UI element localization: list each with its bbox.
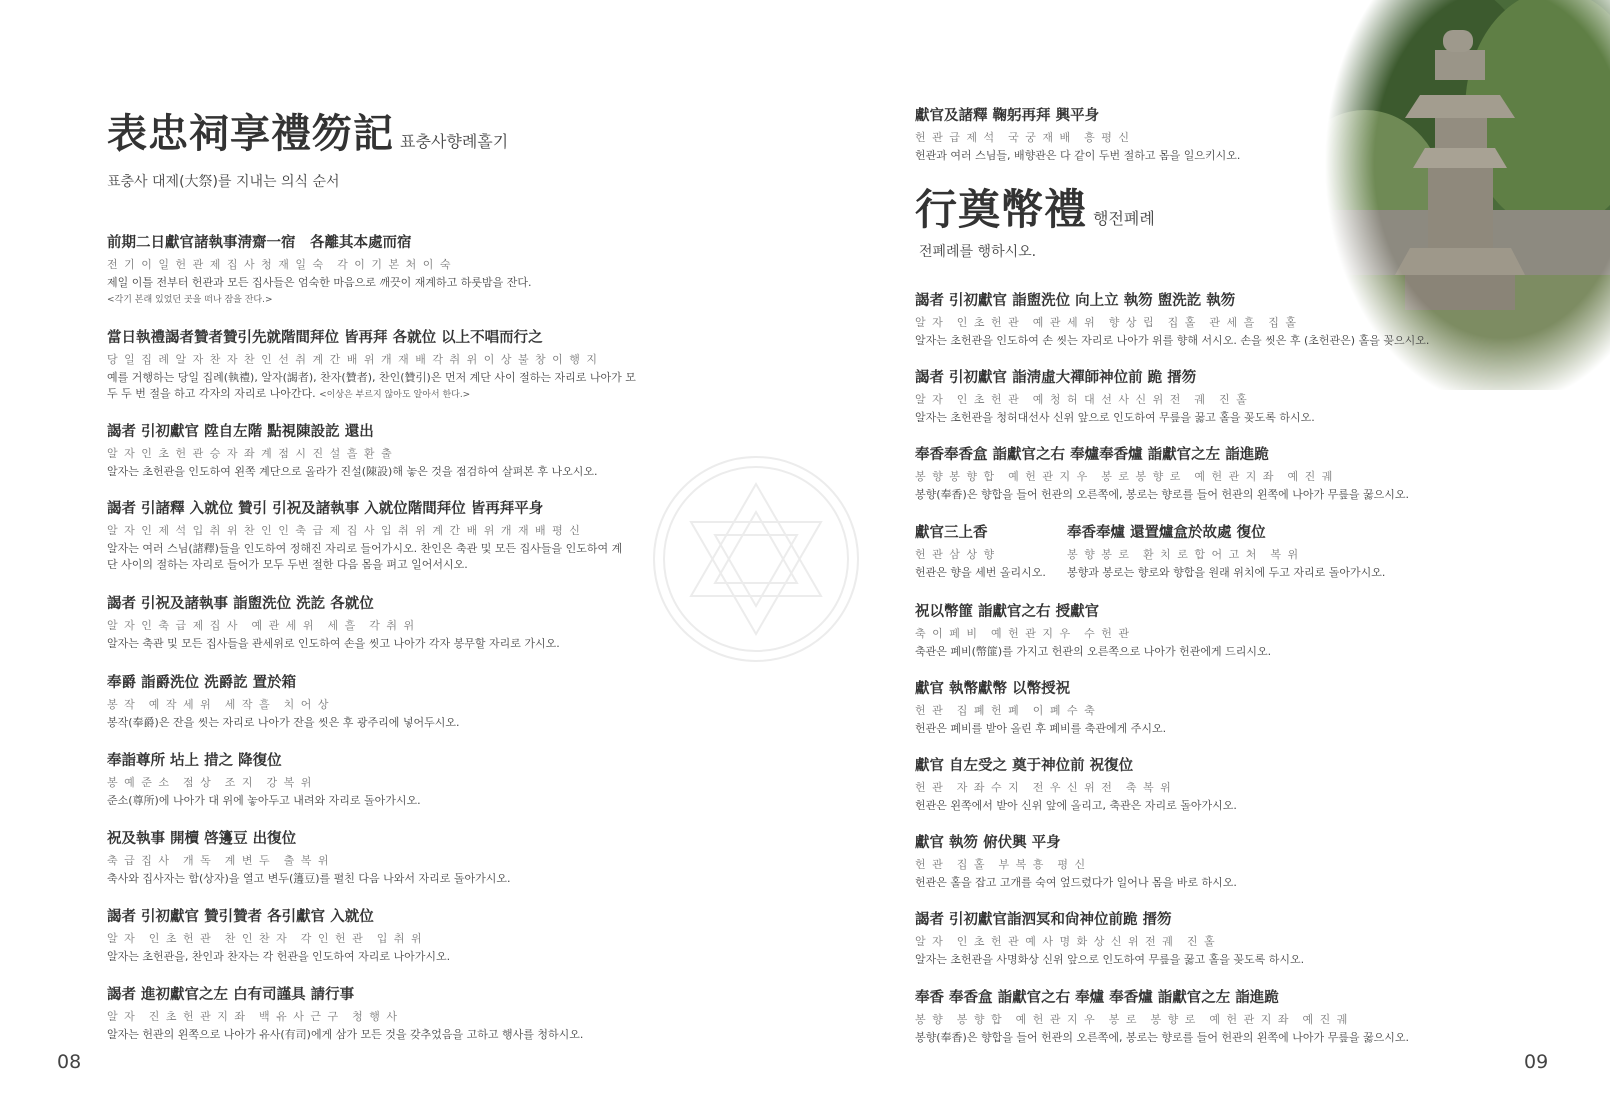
step-title: 謁者 進初獻官之左 白有司謹具 請行事 [107, 987, 355, 1003]
step-title: 謁者 引初獻官 陞自左階 點視陳設訖 還出 [107, 424, 374, 440]
step-title: 奉香奉爐 還置爐盒於故處 復位 [1067, 525, 1266, 541]
step-text: 알자는 축관 및 모든 집사들을 관세위로 인도하여 손을 씻고 나아가 각자 봉무할 자리로 가시오. [107, 637, 560, 650]
step-text: 축관은 폐비(幣篚)를 가지고 헌관의 오른쪽으로 나아가 헌관에게 드리시오. [915, 645, 1272, 658]
ritual-step [1067, 521, 1587, 581]
step-reading: 봉 예 준 소 점 상 조 지 강 복 위 [107, 776, 313, 789]
right-page [805, 0, 1610, 1119]
ritual-step [107, 231, 787, 305]
step-title: 當日執禮謁者贊者贊引先就階間拜位 皆再拜 各就位 以上不唱而行之 [107, 330, 543, 346]
step-reading: 헌 관 급 제 석 국 궁 재 배 흥 평 신 [915, 131, 1131, 144]
step-text: 헌관은 홀을 잡고 고개를 숙여 엎드렸다가 일어나 몸을 바로 하시오. [915, 876, 1237, 889]
step-text: 알자는 초헌관을 사명화상 신위 앞으로 인도하여 무릎을 꿇고 홀을 꽂도록 하시오. [915, 953, 1305, 966]
step-reading: 알 자 인 초 헌 관 예 청 허 대 선 사 신 위 전 궤 진 홀 [915, 393, 1249, 406]
right-title-block [915, 177, 1155, 261]
step-reading: 당 일 집 례 알 자 찬 자 찬 인 선 취 계 간 배 위 개 재 배 각 취 위 이 상 불 창 이 행 지 [107, 353, 599, 366]
step-text: 봉향과 봉로는 향로와 향합을 원래 위치에 두고 자리로 돌아가시오. [1067, 566, 1386, 579]
ritual-step [915, 104, 1595, 164]
step-title: 獻官 執笏 俯伏興 平身 [915, 835, 1061, 851]
step-title: 謁者 引初獻官 詣盥洗位 向上立 執笏 盥洗訖 執笏 [915, 293, 1236, 309]
ritual-step [107, 326, 637, 403]
step-text: 알자는 헌관의 왼쪽으로 나아가 유사(有司)에게 삼가 모든 것을 갖추었음을 고하고 행사를 청하시오. [107, 1028, 584, 1041]
step-text: 알자는 여러 스님(諸釋)들을 인도하여 정해진 자리로 들어가시오. 찬인은 축관 및 모든 집사들을 인도하여 계단 사이의 절하는 자리로 들어가 모두 두번 절한 다음 몸을 펴고 일어서시오. [107, 542, 623, 571]
ritual-step [915, 831, 1595, 891]
step-reading: 헌 관 집 홀 부 복 흥 평 신 [915, 858, 1087, 871]
step-title: 奉香 奉香盒 詣獻官之右 奉爐 奉香爐 詣獻官之左 詣進跪 [915, 990, 1279, 1006]
ritual-step [107, 497, 627, 573]
step-title: 獻官 自左受之 奠于神位前 祝復位 [915, 758, 1134, 774]
left-title-main: 表忠祠享禮笏記 [107, 111, 394, 157]
step-title: 謁者 引初獻官 贊引贊者 各引獻官 入就位 [107, 909, 374, 925]
ritual-step [915, 443, 1595, 503]
step-title: 獻官三上香 [915, 525, 988, 541]
ritual-step [915, 366, 1595, 426]
step-title: 獻官 執幣獻幣 以幣授祝 [915, 681, 1071, 697]
ritual-step [107, 905, 787, 965]
ritual-step [107, 827, 787, 887]
step-title: 謁者 引諸釋 入就位 贊引 引祝及諸執事 入就位階間拜位 皆再拜平身 [107, 501, 544, 517]
step-note: <각기 본래 있었던 곳을 떠나 잠을 잔다.> [107, 295, 273, 305]
step-reading: 봉 향 봉 향 합 예 헌 관 지 우 봉 로 봉 향 로 예 헌 관 지 좌 예 진 궤 [915, 470, 1334, 483]
left-title-desc: 표충사 대제(大祭)를 지내는 의식 순서 [107, 174, 340, 190]
left-title-sub: 표충사향례홀기 [400, 132, 509, 151]
step-text: 예를 거행하는 당일 집례(執禮), 알자(謁者), 찬자(贊者), 찬인(贊引)은 먼저 계단 사이 절하는 자리로 나아가 모두 두 번 절을 하고 각자의 자리로 나아간다. <이상은 부르지 않아도 알아서 한다.> [107, 371, 636, 400]
step-reading: 알 자 인 초 헌 관 예 관 세 위 향 상 립 집 홀 관 세 흘 집 홀 [915, 316, 1298, 329]
right-title-desc: 전폐례를 행하시오. [919, 244, 1037, 260]
ritual-step [915, 677, 1595, 737]
step-reading: 축 급 집 사 개 독 계 변 두 출 복 위 [107, 854, 330, 867]
ritual-step [107, 749, 787, 809]
step-text: 헌관은 왼쪽에서 받아 신위 앞에 올리고, 축관은 자리로 돌아가시오. [915, 799, 1237, 812]
step-reading: 알 자 인 초 헌 관 승 자 좌 계 점 시 진 설 흘 환 출 [107, 447, 394, 460]
step-reading: 헌 관 삼 상 향 [915, 548, 996, 561]
step-reading: 알 자 인 축 급 제 집 사 예 관 세 위 세 흘 각 취 위 [107, 619, 416, 632]
step-note: <이상은 부르지 않아도 알아서 한다.> [319, 390, 471, 400]
step-text: 축사와 집사자는 함(상자)을 열고 변두(籩豆)를 펼친 다음 나와서 자리로 돌아가시오. [107, 872, 511, 885]
step-text: 알자는 초헌관을 청허대선사 신위 앞으로 인도하여 무릎을 꿇고 홀을 꽂도록 하시오. [915, 411, 1315, 424]
step-title: 奉詣尊所 坫上 措之 降復位 [107, 753, 282, 769]
step-text: 헌관은 향을 세번 올리시오. [915, 566, 1046, 579]
step-text: 알자는 초헌관을, 찬인과 찬자는 각 헌관을 인도하여 자리로 나아가시오. [107, 950, 451, 963]
ritual-step [915, 908, 1595, 968]
ritual-step [107, 983, 787, 1043]
step-reading: 헌 관 집 폐 헌 폐 이 폐 수 축 [915, 704, 1097, 717]
step-title: 前期二日獻官諸執事淸齋一宿 各離其本處而宿 [107, 235, 412, 251]
step-reading: 알 자 인 초 헌 관 찬 인 찬 자 각 인 헌 관 입 취 위 [107, 932, 424, 945]
step-reading: 헌 관 자 좌 수 지 전 우 신 위 전 축 복 위 [915, 781, 1173, 794]
step-title: 祝以幣篚 詣獻官之右 授獻官 [915, 604, 1100, 620]
step-text: 봉향(奉香)은 향합을 들어 헌관의 오른쪽에, 봉로는 향로를 들어 헌관의 왼쪽에 나아가 무릎을 꿇으시오. [915, 1031, 1409, 1044]
ritual-step [915, 986, 1595, 1046]
step-title: 謁者 引祝及諸執事 詣盥洗位 洗訖 各就位 [107, 596, 374, 612]
step-reading: 봉 향 봉 로 환 치 로 합 어 고 처 복 위 [1067, 548, 1300, 561]
step-reading: 축 이 페 비 예 헌 관 지 우 수 헌 관 [915, 627, 1131, 640]
ritual-step [915, 521, 1065, 581]
step-title: 祝及執事 開櫝 啓籩豆 出復位 [107, 831, 297, 847]
step-title: 奉香奉香盒 詣獻官之右 奉爐奉香爐 詣獻官之左 詣進跪 [915, 447, 1269, 463]
step-text: 알자는 초헌관을 인도하여 손 씻는 자리로 나아가 위를 향해 서시오. 손을 씻은 후 (초헌관은) 홀을 꽂으시오. [915, 334, 1430, 347]
ritual-step [915, 754, 1595, 814]
step-title: 獻官及諸釋 鞠躬再拜 興平身 [915, 108, 1100, 124]
step-reading: 알 자 진 초 헌 관 지 좌 백 유 사 근 구 청 행 사 [107, 1010, 399, 1023]
step-reading: 알 자 인 초 헌 관 예 사 명 화 상 신 위 전 궤 진 홀 [915, 935, 1217, 948]
right-title-main: 行奠幣禮 [915, 185, 1088, 234]
step-reading: 봉 작 예 작 세 위 세 작 흘 치 어 상 [107, 698, 330, 711]
step-title: 謁者 引初獻官詣泗冥和尙神位前跪 搢笏 [915, 912, 1172, 928]
step-reading: 봉 향 봉 향 합 예 헌 관 지 우 봉 로 봉 향 로 예 헌 관 지 좌 예 진 궤 [915, 1013, 1349, 1026]
step-text: 알자는 초헌관을 인도하여 왼쪽 계단으로 올라가 진설(陳設)해 놓은 것을 점검하여 살펴본 후 나오시오. [107, 465, 598, 478]
step-text: 봉작(奉爵)은 잔을 씻는 자리로 나아가 잔을 씻은 후 광주리에 넣어두시오. [107, 716, 460, 729]
left-title-block [107, 102, 508, 191]
ritual-step [915, 600, 1595, 660]
step-text: 봉향(奉香)은 향합을 들어 헌관의 오른쪽에, 봉로는 향로를 들어 헌관의 왼쪽에 나아가 무릎을 꿇으시오. [915, 488, 1409, 501]
page-number-right: 09 [1524, 1051, 1549, 1073]
right-title-sub: 행전폐례 [1093, 209, 1155, 228]
step-text: 준소(尊所)에 나아가 대 위에 놓아두고 내려와 자리로 돌아가시오. [107, 794, 421, 807]
step-title: 奉爵 詣爵洗位 洗爵訖 置於箱 [107, 675, 297, 691]
step-text: 헌관과 여러 스님들, 배향관은 다 같이 두번 절하고 몸을 일으키시오. [915, 149, 1241, 162]
ritual-step [107, 671, 787, 731]
ritual-step [915, 289, 1595, 349]
page-number-left: 08 [57, 1051, 82, 1073]
step-text: 헌관은 폐비를 받아 올린 후 폐비를 축관에게 주시오. [915, 722, 1167, 735]
step-reading: 전 기 이 일 헌 관 제 집 사 청 재 일 숙 각 이 기 본 처 이 숙 [107, 258, 452, 271]
step-title: 謁者 引初獻官 詣淸虛大禪師神位前 跪 搢笏 [915, 370, 1197, 386]
step-text: 제일 이틀 전부터 헌관과 모든 집사들은 엄숙한 마음으로 깨끗이 재계하고 하룻밤을 잔다. [107, 276, 532, 289]
step-reading: 알 자 인 제 석 입 취 위 찬 인 인 축 급 제 집 사 입 취 위 계 간 배 위 개 재 배 평 신 [107, 524, 582, 537]
